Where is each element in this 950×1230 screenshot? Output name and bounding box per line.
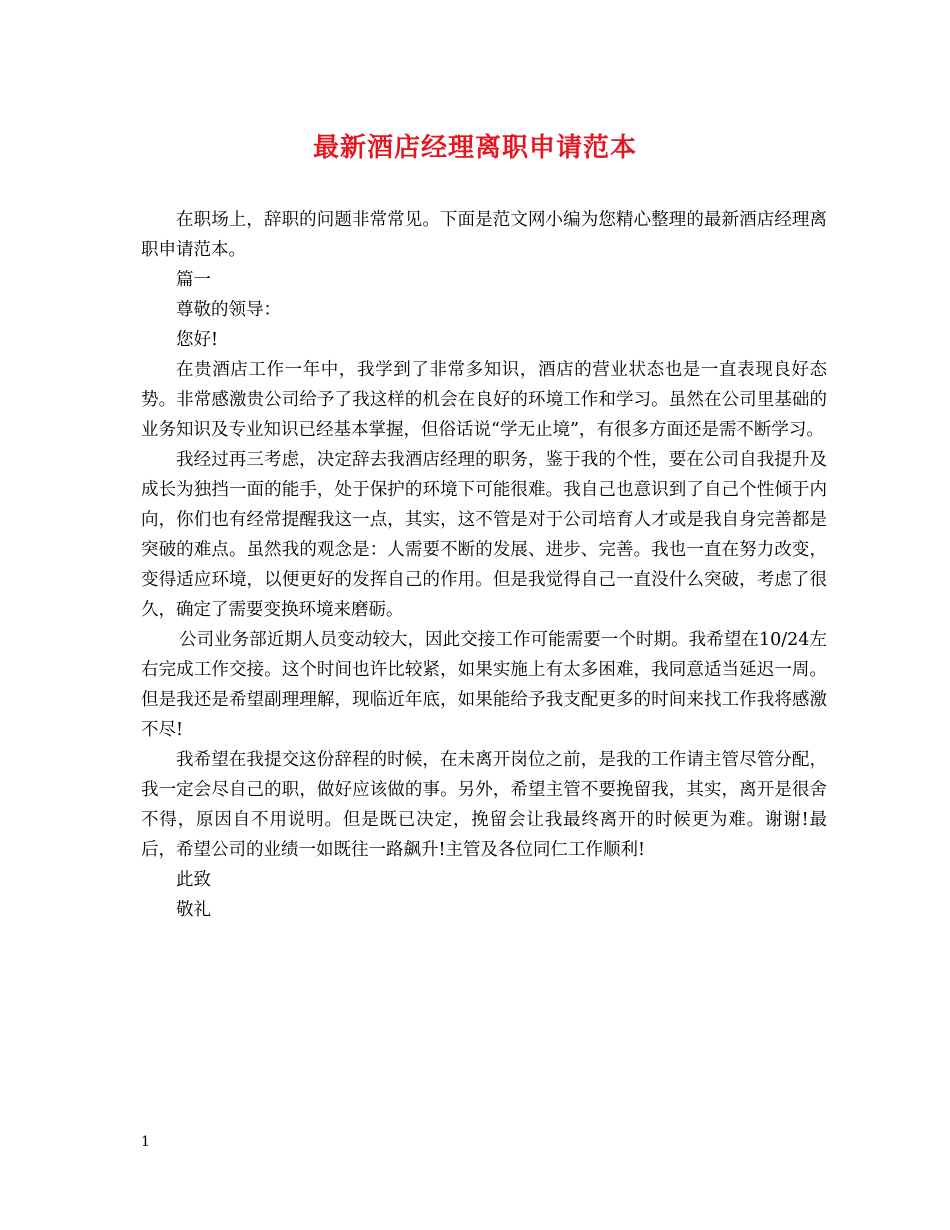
document-body — [141, 205, 827, 925]
body-paragraph: 公司业务部近期人员变动较大，因此交接工作可能需要一个时期。我希望在10/24左右完成工作交接。这个时间也许比较紧，如果实施上有太多困难，我同意适当延迟一周。但是我还是希望副理理解，现临近年底，如果能给予我支配更多的时间来找工作我将感激不尽! — [141, 630, 827, 740]
section-heading: 篇一 — [176, 270, 211, 290]
salutation: 尊敬的领导： — [176, 300, 281, 320]
page-number: 1 — [141, 1134, 150, 1150]
document-title: 最新酒店经理离职申请范本 — [312, 133, 637, 163]
greeting: 您好! — [176, 330, 219, 350]
closing-line: 此致 — [176, 870, 211, 890]
intro-paragraph: 在职场上，辞职的问题非常常见。下面是范文网小编为您精心整理的最新酒店经理离职申请范本。 — [141, 210, 827, 260]
body-paragraph: 我经过再三考虑，决定辞去我酒店经理的职务，鉴于我的个性，要在公司自我提升及成长为独挡一面的能手，处于保护的环境下可能很难。我自己也意识到了自己个性倾于内向，你们也有经常提醒我这一点，其实，这不管是对于公司培育人才或是我自身完善都是突破的难点。虽然我的观念是：人需要不断的发展、进步、完善。我也一直在努力改变，变得适应环境，以便更好的发挥自己的作用。但是我觉得自己一直没什么突破，考虑了很久，确定了需要变换环境来磨砺。 — [141, 450, 827, 620]
body-paragraph: 我希望在我提交这份辞程的时候，在未离开岗位之前，是我的工作请主管尽管分配，我一定会尽自己的职，做好应该做的事。另外，希望主管不要挽留我，其实，离开是很舍不得，原因自不用说明。但是既已决定，挽留会让我最终离开的时候更为难。谢谢!最后，希望公司的业绩一如既往一路飙升!主管及各位同仁工作顺利! — [141, 750, 827, 860]
body-paragraph: 在贵酒店工作一年中，我学到了非常多知识，酒店的营业状态也是一直表现良好态势。非常感激贵公司给予了我这样的机会在良好的环境工作和学习。虽然在公司里基础的业务知识及专业知识已经基本掌握，但俗话说“学无止境”，有很多方面还是需不断学习。 — [141, 360, 827, 440]
closing-regards: 敬礼 — [176, 900, 211, 920]
